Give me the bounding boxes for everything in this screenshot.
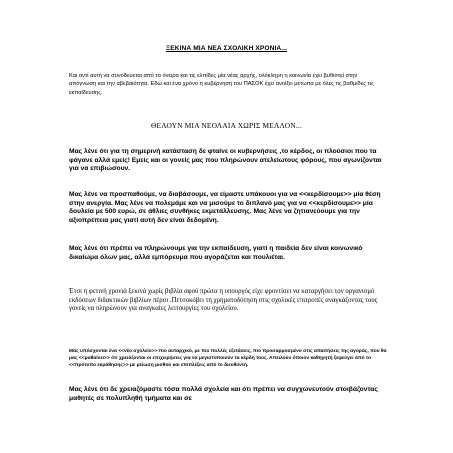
document-title: ΞΕΚΙΝΑ ΜΙΑ ΝΕΑ ΣΧΟΛΙΚΗ ΧΡΟΝΙΑ... <box>165 45 288 52</box>
document-subtitle: ΘΕΛΟΥΝ ΜΙΑ ΝΕΟΛΑΙΑ ΧΩΡΙΣ ΜΕΛΛΟΝ... <box>150 121 303 130</box>
body-paragraph-2: Μας λένε να προσπαθούμε, να διαβάσουμε, να είμαστε υπάκουοι για να <<κερδίσουμε>> μία θέση στην ανεργία. Μας λένε να πολεμάμε και να μισούμε το διπλανό μας για να <<κερδίσουμε>> μία δουλεία με 500 ευρώ, σε άθλιες συνθήκες εκμετάλλευσης. Μας λένε να ζητιανεύουμε για την αξιοπρέπεια μας γιατί αυτή δεν είναι δεδομένη. <box>69 191 381 224</box>
body-paragraph-6: Μας λένε ότι δε χρειαζόμαστε τόσα πολλά σχολεία και ότι πρέπει να συγχωνευτούν στοιβάζοντας μαθητές σε πολυπληθή τμήματα και σε <box>69 386 378 402</box>
body-paragraph-5: Μας υπόσχονται ένα <<νέο σχολείο>> πιο αυταρχικό, με πιο πολλές εξετάσεις, πιο προσαρμοσμένο στις απαιτήσεις της αγοράς, που θα μας <<μαθαίνει>> ότι χρειάζονται οι επιχειρήσεις για να μεγιστοποιούν τα κέρδη τους. Απειλούν όποιον καθηγητή ξεφεύγει από το <<πρότυπο εκμάθησης>> με μείωση μισθού και επιπλέξεις από το διευθυντή. <box>69 349 387 368</box>
body-paragraph-4: Έτσι η φετινή χρονιά ξεκινά χωρίς βιβλία αφού πρώτα η υπουργός είχε φροντίσει να καταργήσει τον οργανισμό εκδόσεων διδακτικών βιβλίων πέρσι .Πετσοκόβει τη χρηματοδότηση στις σχολικές επιτροπές αναγκάζοντας τους γονείς να πληρώνουν για αναγκαίες λειτουργίες του σχολείου. <box>69 288 378 313</box>
body-paragraph-3: Μας λένε ότι πρέπει να πληρώνουμε για την εκπαίδευση, γιατί η παιδεία δεν είναι κοινωνικό δικαίωμα όλων μας, αλλά εμπόρευμα που αγοράζεται και πουλιέται. <box>69 245 363 261</box>
body-paragraph-1: Μας λένε ότι για τη σημερινή κατάσταση δε φταίνε οι κυβερνήσεις ,το κέρδος, οι πλούσιοι που τα φάγανε αλλά εμείς! Εμείς και οι γονείς μας που πληρώνουν ατελείωτους φόρους, που αγωνίζονται για να επιβιώσουν. <box>69 148 382 173</box>
intro-paragraph: Και αντί αυτή να συνοδεύεται από τα όνειρα και τις ελπίδες μία νέας αρχής, ολόκληρη η κοινωνία έχει βυθιστεί στην απόγνωση και την αβεβαιότητα. Εδώ και ένα χρόνο η κυβέρνηση του ΠΑΣΟΚ έχει ανοίξει μέτωπα με όλες τις βαθμίδες τις εκπαίδευσης. <box>69 73 374 96</box>
